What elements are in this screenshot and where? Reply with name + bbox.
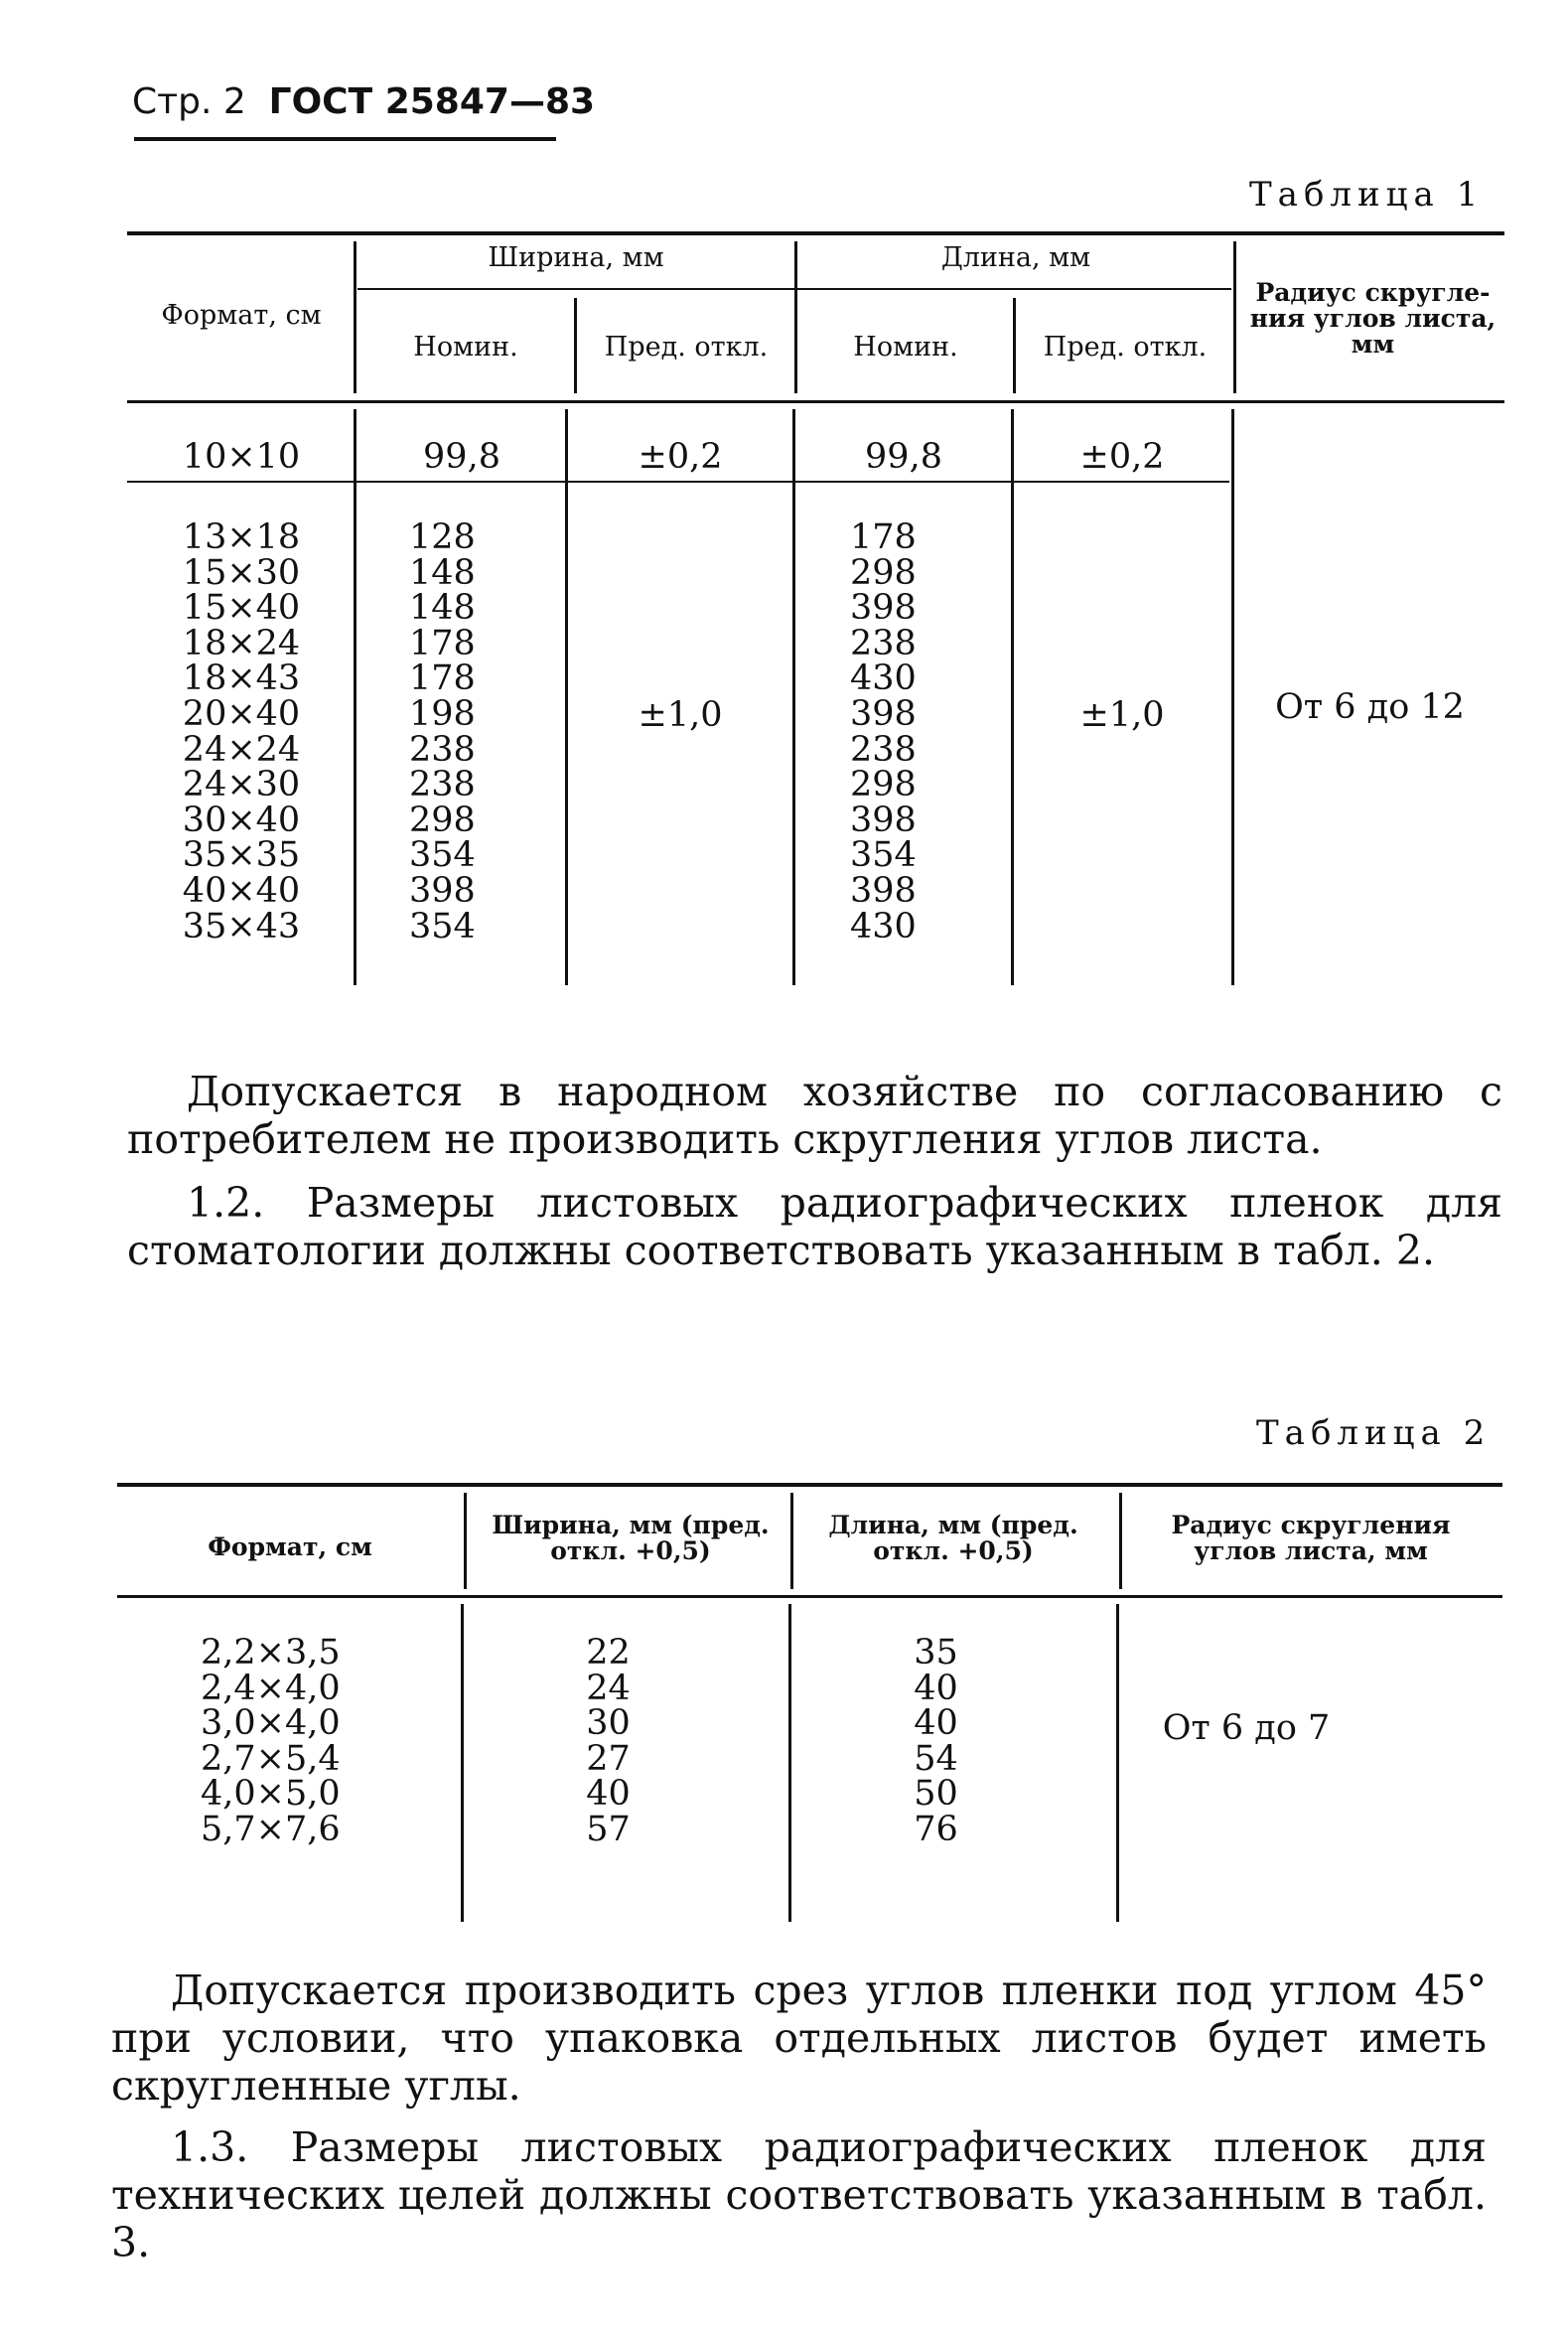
page-number: Стр. 2	[132, 81, 246, 122]
table2-cell-width: 22	[586, 1633, 631, 1673]
table2-cell-length: 50	[914, 1774, 958, 1815]
table1-cell-width: 178	[409, 623, 476, 663]
table2-top-rule	[117, 1483, 1502, 1487]
table1-cell-length: 238	[850, 729, 917, 770]
table1-cell-width: 198	[409, 693, 476, 734]
table2-cell-format: 2,4×4,0	[201, 1668, 341, 1708]
table2-header-format: Формат, см	[208, 1532, 372, 1561]
paragraph-1-3: 1.3. Размеры листовых радиографических пленок для технических целей должны соответствовать указанным в табл. 3.	[111, 2123, 1487, 2266]
table1-cell-width: 238	[409, 729, 476, 770]
table2-header-radius: Радиус скругления углов листа, мм	[1171, 1511, 1451, 1565]
table2-radius-merged: От 6 до 7	[1162, 1708, 1331, 1748]
table1-vline	[1231, 409, 1234, 985]
table1-formats-column	[129, 517, 354, 947]
table1-cell-width-tol: ±0,2	[638, 437, 723, 477]
table2-cell-length: 76	[914, 1809, 958, 1849]
table2-header-width: Ширина, мм (пред. откл. +0,5)	[492, 1511, 770, 1565]
table1-cell-length: 99,8	[865, 437, 942, 477]
table2-cell-format: 4,0×5,0	[201, 1774, 341, 1815]
table1-vline	[354, 241, 356, 393]
header-rule	[134, 137, 556, 141]
table1-cell-length: 238	[850, 623, 917, 663]
paragraph-note-2: Допускается производить срез углов пленки под углом 45° при условии, что упаковка отдельных листов будет иметь скругленные углы.	[111, 1967, 1487, 2110]
table2-caption: Таблица 2	[1256, 1413, 1492, 1453]
table1-vline	[354, 409, 356, 985]
table1-cell-length: 354	[850, 835, 917, 876]
table1-cell-format: 18×24	[182, 623, 301, 663]
table2-cell-width: 30	[586, 1703, 631, 1744]
table1-header-width: Ширина, мм	[488, 242, 664, 273]
table2-cell-length: 40	[914, 1703, 958, 1744]
table1-vline	[794, 241, 797, 393]
table2-lengths-column	[794, 1633, 1077, 1849]
table1-cell-length: 178	[850, 517, 917, 557]
table1-cell-width: 398	[409, 870, 476, 911]
table1-cell-format: 35×35	[182, 835, 301, 876]
table1-vline	[792, 409, 795, 985]
table1-cell-length: 398	[850, 870, 917, 911]
table2-header-rule	[117, 1595, 1502, 1598]
table1-header-width-tolerance: Пред. откл.	[604, 332, 769, 363]
table1-vline	[1233, 241, 1236, 393]
table1-cell-length: 430	[850, 906, 917, 947]
table1-header-rule	[127, 400, 1504, 403]
table2-vline	[1119, 1493, 1122, 1589]
table2-cell-length: 35	[914, 1633, 958, 1673]
table2-cell-width: 57	[586, 1809, 631, 1849]
table2-cell-length: 54	[914, 1738, 958, 1779]
table1-cell-format: 18×43	[182, 658, 301, 699]
table1-first-row-rule	[127, 481, 1229, 483]
table1-cell-format: 24×30	[182, 765, 301, 805]
table1-cell-length: 398	[850, 588, 917, 629]
table2-vline	[788, 1604, 791, 1922]
table1-length-tol-merged: ±1,0	[1079, 695, 1165, 735]
table2-vline	[464, 1493, 467, 1589]
table1-width-tol-merged: ±1,0	[638, 695, 723, 735]
table1-header-length-nominal: Номин.	[853, 332, 958, 363]
table1-vline	[1013, 298, 1016, 393]
table1-cell-length: 430	[850, 658, 917, 699]
table1-caption: Таблица 1	[1249, 175, 1485, 215]
table1-cell-width: 298	[409, 800, 476, 840]
table2-cell-length: 40	[914, 1668, 958, 1708]
table2-vline	[461, 1604, 464, 1922]
table1-cell-format: 30×40	[182, 800, 301, 840]
table1-cell-width: 354	[409, 835, 476, 876]
table1-cell-length: 398	[850, 693, 917, 734]
table1-cell-width: 128	[409, 517, 476, 557]
table1-cell-format: 20×40	[182, 693, 301, 734]
table1-cell-format: 40×40	[182, 870, 301, 911]
table1-cell-format: 35×43	[182, 906, 301, 947]
table1-cell-length-tol: ±0,2	[1079, 437, 1165, 477]
table1-cell-length: 398	[850, 800, 917, 840]
paragraph-1-2: 1.2. Размеры листовых радиографических пленок для стоматологии должны соответствовать указанным в табл. 2.	[127, 1179, 1502, 1274]
table1-header-length-tolerance: Пред. откл.	[1043, 332, 1208, 363]
table2-cell-format: 5,7×7,6	[201, 1809, 341, 1849]
table2-vline	[1116, 1604, 1119, 1922]
page-header	[132, 81, 595, 122]
table1-cell-format: 15×30	[182, 552, 301, 593]
table2-formats-column	[201, 1633, 399, 1849]
table2-cell-format: 2,2×3,5	[201, 1633, 341, 1673]
table1-cell-width: 99,8	[423, 437, 500, 477]
table2-header-length: Длина, мм (пред. откл. +0,5)	[828, 1511, 1078, 1565]
table2-cell-width: 40	[586, 1774, 631, 1815]
standard-id: ГОСТ 25847—83	[268, 81, 596, 122]
table1-radius-merged: От 6 до 12	[1275, 687, 1465, 727]
table1-cell-width: 178	[409, 658, 476, 699]
table1-header-format: Формат, см	[161, 300, 322, 331]
table2-cell-format: 2,7×5,4	[201, 1738, 341, 1779]
table1-cell-format: 24×24	[182, 729, 301, 770]
table2-cell-width: 27	[586, 1738, 631, 1779]
table1-header-length: Длина, мм	[940, 242, 1091, 273]
table1-header-radius: Радиус скругле-ния углов листа, мм	[1249, 278, 1497, 359]
table1-cell-format: 15×40	[182, 588, 301, 629]
table1-header-width-nominal: Номин.	[413, 332, 518, 363]
table1-vline	[574, 298, 577, 393]
paragraph-note-1: Допускается в народном хозяйстве по согласованию с потребителем не производить скругления углов листа.	[127, 1068, 1502, 1163]
table2-cell-width: 24	[586, 1668, 631, 1708]
table1-lengths-column	[850, 517, 999, 947]
table1-widths-column	[409, 517, 558, 947]
table1-cell-width: 354	[409, 906, 476, 947]
table1-cell-length: 298	[850, 552, 917, 593]
table1-cell-width: 238	[409, 765, 476, 805]
table1-cell-length: 298	[850, 765, 917, 805]
table2-widths-column	[467, 1633, 750, 1849]
table2-vline	[790, 1493, 793, 1589]
table1-cell-format: 13×18	[182, 517, 301, 557]
table1-cell-width: 148	[409, 552, 476, 593]
table2-cell-format: 3,0×4,0	[201, 1703, 341, 1744]
table1-cell-format: 10×10	[182, 437, 301, 477]
table1-cell-width: 148	[409, 588, 476, 629]
table1-top-rule	[127, 231, 1504, 235]
